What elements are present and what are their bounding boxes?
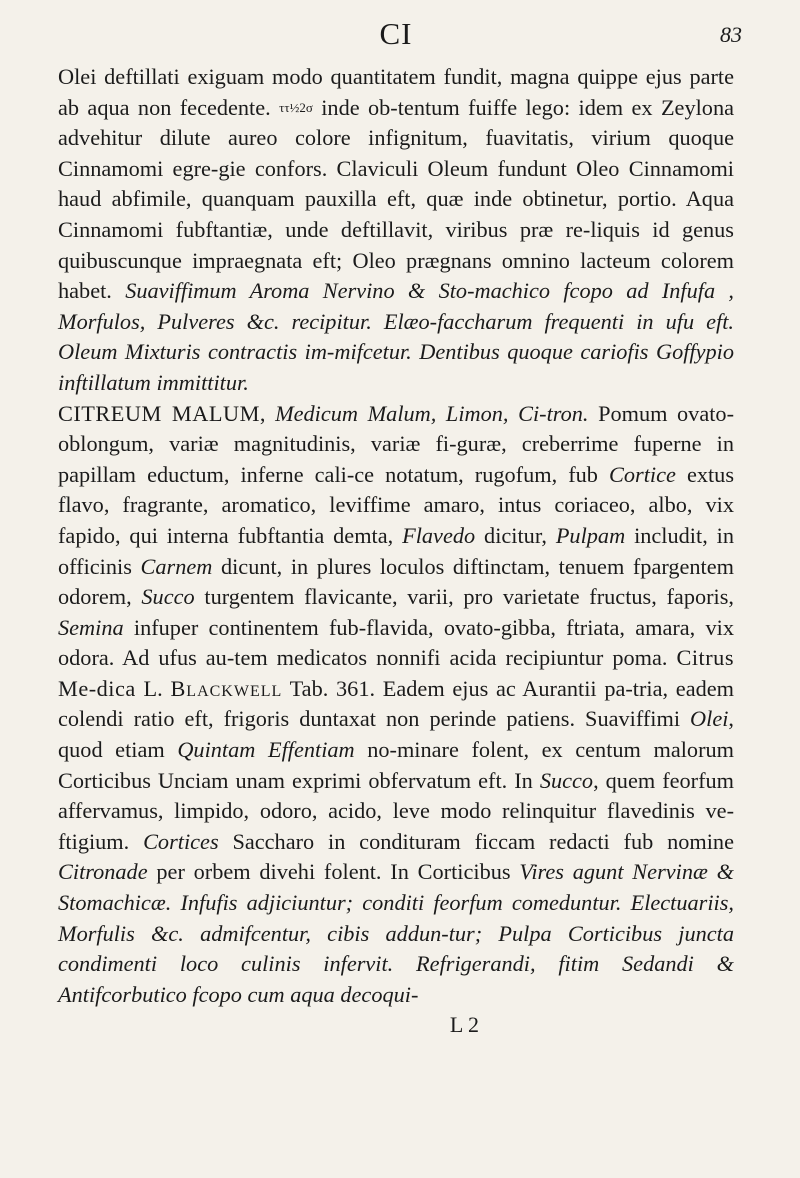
paragraph_2-run: no-minare folent, ex centum malorum Corticibus Unciam unam exprimi obfervatum eft. In bbox=[58, 737, 734, 793]
paragraph-cinnamon-oil bbox=[58, 62, 734, 399]
paragraph_2-run: L. bbox=[135, 675, 171, 701]
paragraph_2-run: Pulpam bbox=[555, 522, 626, 548]
paragraph_2-run: Vires agunt Nervinæ & Stomachicæ. Infufis adjiciuntur; conditi feorfum comeduntur. Electuariis, Morfulis &c. admifcentur, cibis addun-tur; Pulpa Corticibus juncta condimenti loco culinis infervit. Refrigerandi, fitim Sedandi & Antifcorbutico fcopo cum aqua decoqui- bbox=[58, 859, 734, 1007]
paragraph_2-run: , quem feorfum affervamus, limpido, odoro, acido, leve modo relinquitur flavedinis ve-ftigium. bbox=[58, 767, 735, 854]
paragraph_2-run: Blackwell bbox=[170, 675, 283, 701]
paragraph_2-run: Pomum ovato-oblongum, variæ magnitudinis, variæ fi-guræ, creberrime fuperne in papillam eductum, inferne cali-ce notatum, rugofum, fub bbox=[58, 400, 734, 487]
paragraph_2-run: Succo bbox=[539, 767, 594, 793]
paragraph_2-run: Citrus Me-dica bbox=[58, 645, 734, 701]
paragraph_2-run: Saccharo in condituram ficcam redacti fub nomine bbox=[218, 828, 734, 854]
body-text bbox=[58, 62, 734, 1010]
page-number: 83 bbox=[720, 22, 742, 47]
paragraph_2-run: Carnem bbox=[140, 553, 213, 579]
paragraph_2-run: includit, in officinis bbox=[58, 522, 734, 579]
paragraph_1-run: Olei deftillati exiguam modo quantitatem fundit, magna quippe ejus parte ab aqua non fecedente. bbox=[58, 64, 734, 120]
paragraph_2-run: Medicum Malum, Limon, Ci-tron. bbox=[275, 400, 589, 426]
paragraph_1-run: ττ½2σ bbox=[279, 99, 313, 115]
signature-mark: L 2 bbox=[449, 1012, 479, 1038]
paragraph-citreum-malum bbox=[58, 399, 734, 1011]
paragraph_2-run: Semina bbox=[58, 614, 124, 640]
paragraph_2-run: extus flavo, fragrante, aromatico, leviffime amaro, intus coriaceo, albo, vix fapido, qui interna fubftantia demta, bbox=[58, 461, 735, 548]
paragraph_2-run: Succo bbox=[141, 584, 195, 610]
paragraph_2-run: dicitur, bbox=[475, 522, 556, 548]
paragraph_2-run: , bbox=[259, 400, 276, 426]
paragraph_1-run: Suaviffimum Aroma Nervino & Sto-machico fcopo ad Infufa , Morfulos, Pulveres &c. recipitur. Elæo-faccharum frequenti in ufu eft. Oleum Mixturis contractis im-mifcetur. Dentibus quoque cariofis Goffypio inftillatum immittitur. bbox=[58, 278, 734, 395]
paragraph_2-run: Quintam Effentiam bbox=[177, 737, 355, 763]
paragraph_2-run: , quod etiam bbox=[58, 706, 734, 763]
paragraph_2-run: infuper continentem fub-flavida, ovato-gibba, ftriata, amara, vix odora. Ad ufus au-tem medicatos nonnifi acida recipiuntur poma. bbox=[58, 614, 734, 671]
paragraph_1-run: inde ob-tentum fuiffe lego: idem ex Zeylona advehitur dilute aureo colore infignitum, fuavitatis, virium quoque Cinnamomi egre-gie confors. Claviculi Oleum fundunt Oleo Cinnamomi haud abfimile, quanquam pauxilla eft, quæ inde obtinetur, portio. Aqua Cinnamomi fubftantiæ, unde deftillavit, viribus præ re-liquis id genus quibuscunque impraegnata eft; Oleo prægnans omnino lacteum colorem habet. bbox=[58, 94, 734, 304]
paragraph_2-run: Tab. 361. Eadem ejus ac Aurantii pa-tria, eadem colendi ratio eft, frigoris duntaxat non perinde patiens. Suaviffimi bbox=[58, 675, 734, 732]
paragraph_2-run: Flavedo bbox=[402, 522, 476, 548]
paragraph_2-run: Citronade bbox=[58, 859, 148, 885]
paragraph_2-run: dicunt, in plures loculos diftinctam, tenuem fpargentem odorem, bbox=[58, 553, 734, 610]
paragraph_2-run: turgentem flavicante, varii, pro varietate fructus, faporis, bbox=[194, 584, 734, 610]
paragraph_2-run: CITREUM MALUM bbox=[58, 400, 260, 426]
paragraph_2-run: per orbem divehi folent. In Corticibus bbox=[147, 859, 520, 885]
paragraph_2-run: Cortice bbox=[609, 461, 676, 487]
running-head bbox=[58, 0, 742, 62]
paragraph_2-run: Olei bbox=[690, 706, 729, 732]
paragraph_2-run: Cortices bbox=[143, 828, 219, 854]
section-mark: CI bbox=[379, 16, 413, 51]
